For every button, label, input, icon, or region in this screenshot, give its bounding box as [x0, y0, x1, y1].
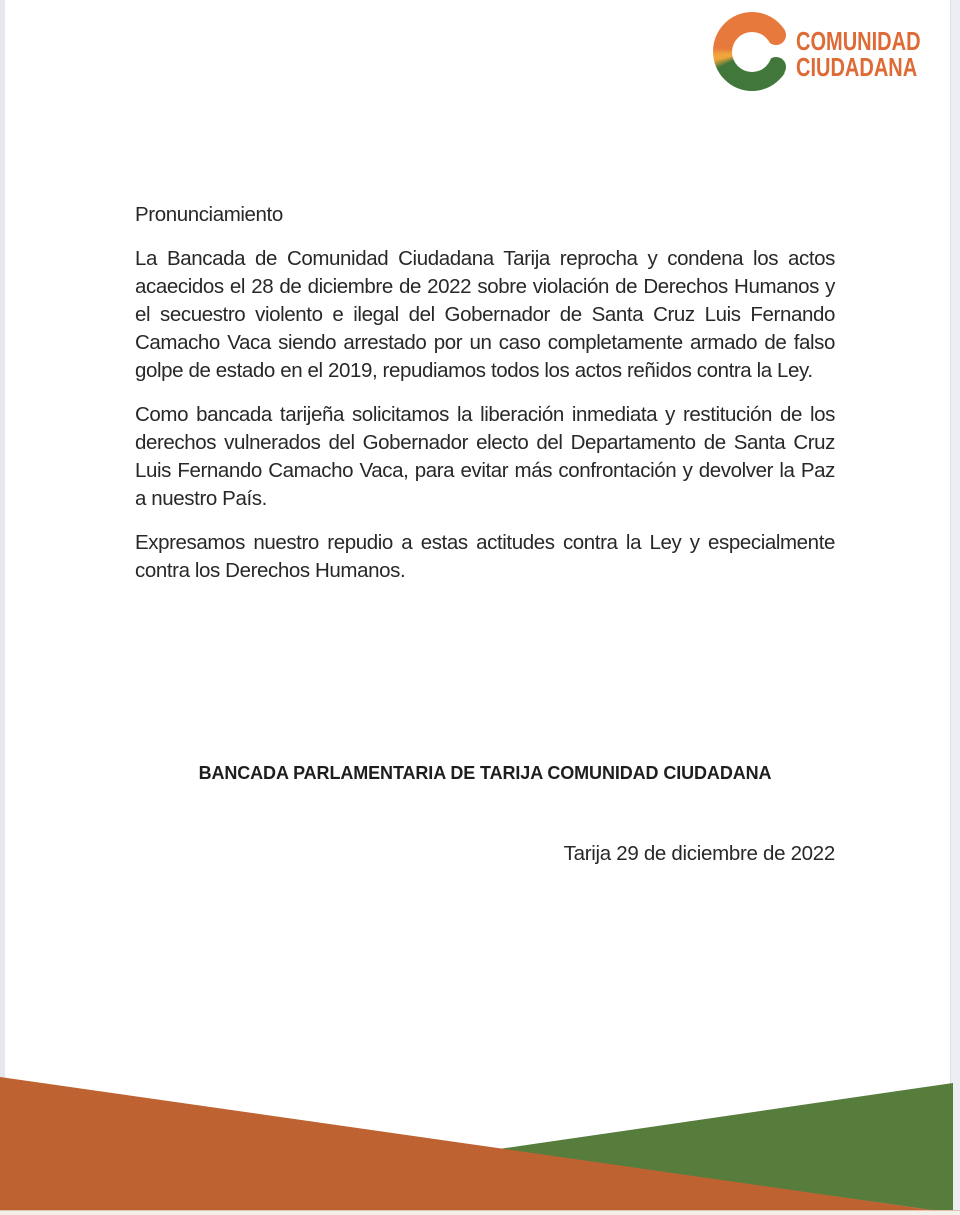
- paragraph-1: La Bancada de Comunidad Ciudadana Tarija reprocha y condena los actos acaecidos el 28 de diciembre de 2022 sobre violación de Derechos Humanos y el secuestro violento e ilegal del Gobernador de Santa Cruz Luis Fernando Camacho Vaca siendo arrestado por un caso completamente armado de falso golpe de estado en el 2019, repudiamos todos los actos reñidos contra la Ley.: [135, 247, 835, 382]
- c-logo-hole: [732, 32, 772, 72]
- brand-wordmark: [796, 28, 958, 80]
- comunidad-c-logo-icon: [713, 12, 791, 91]
- document-title: Pronunciamiento: [135, 203, 283, 226]
- document-body: [135, 201, 835, 601]
- brand-wordmark-line2: CIUDADANA: [796, 52, 918, 82]
- brand-wordmark-line1: COMUNIDAD: [796, 26, 921, 56]
- paragraph-2: Como bancada tarijeña solicitamos la liberación inmediata y restitución de los derechos vulnerados del Gobernador electo del Departamento de Santa Cruz Luis Fernando Camacho Vaca, para evitar más confrontación y devolver la Paz a nuestro País.: [135, 403, 835, 510]
- dateline: Tarija 29 de diciembre de 2022: [563, 842, 835, 865]
- signature-line: BANCADA PARLAMENTARIA DE TARIJA COMUNIDAD CIUDADANA: [198, 763, 772, 783]
- paragraph-3: Expresamos nuestro repudio a estas actitudes contra la Ley y especialmente contra los Derechos Humanos.: [135, 531, 835, 582]
- page-bottom-edge: [0, 1210, 960, 1215]
- brand-logo: [0, 0, 960, 110]
